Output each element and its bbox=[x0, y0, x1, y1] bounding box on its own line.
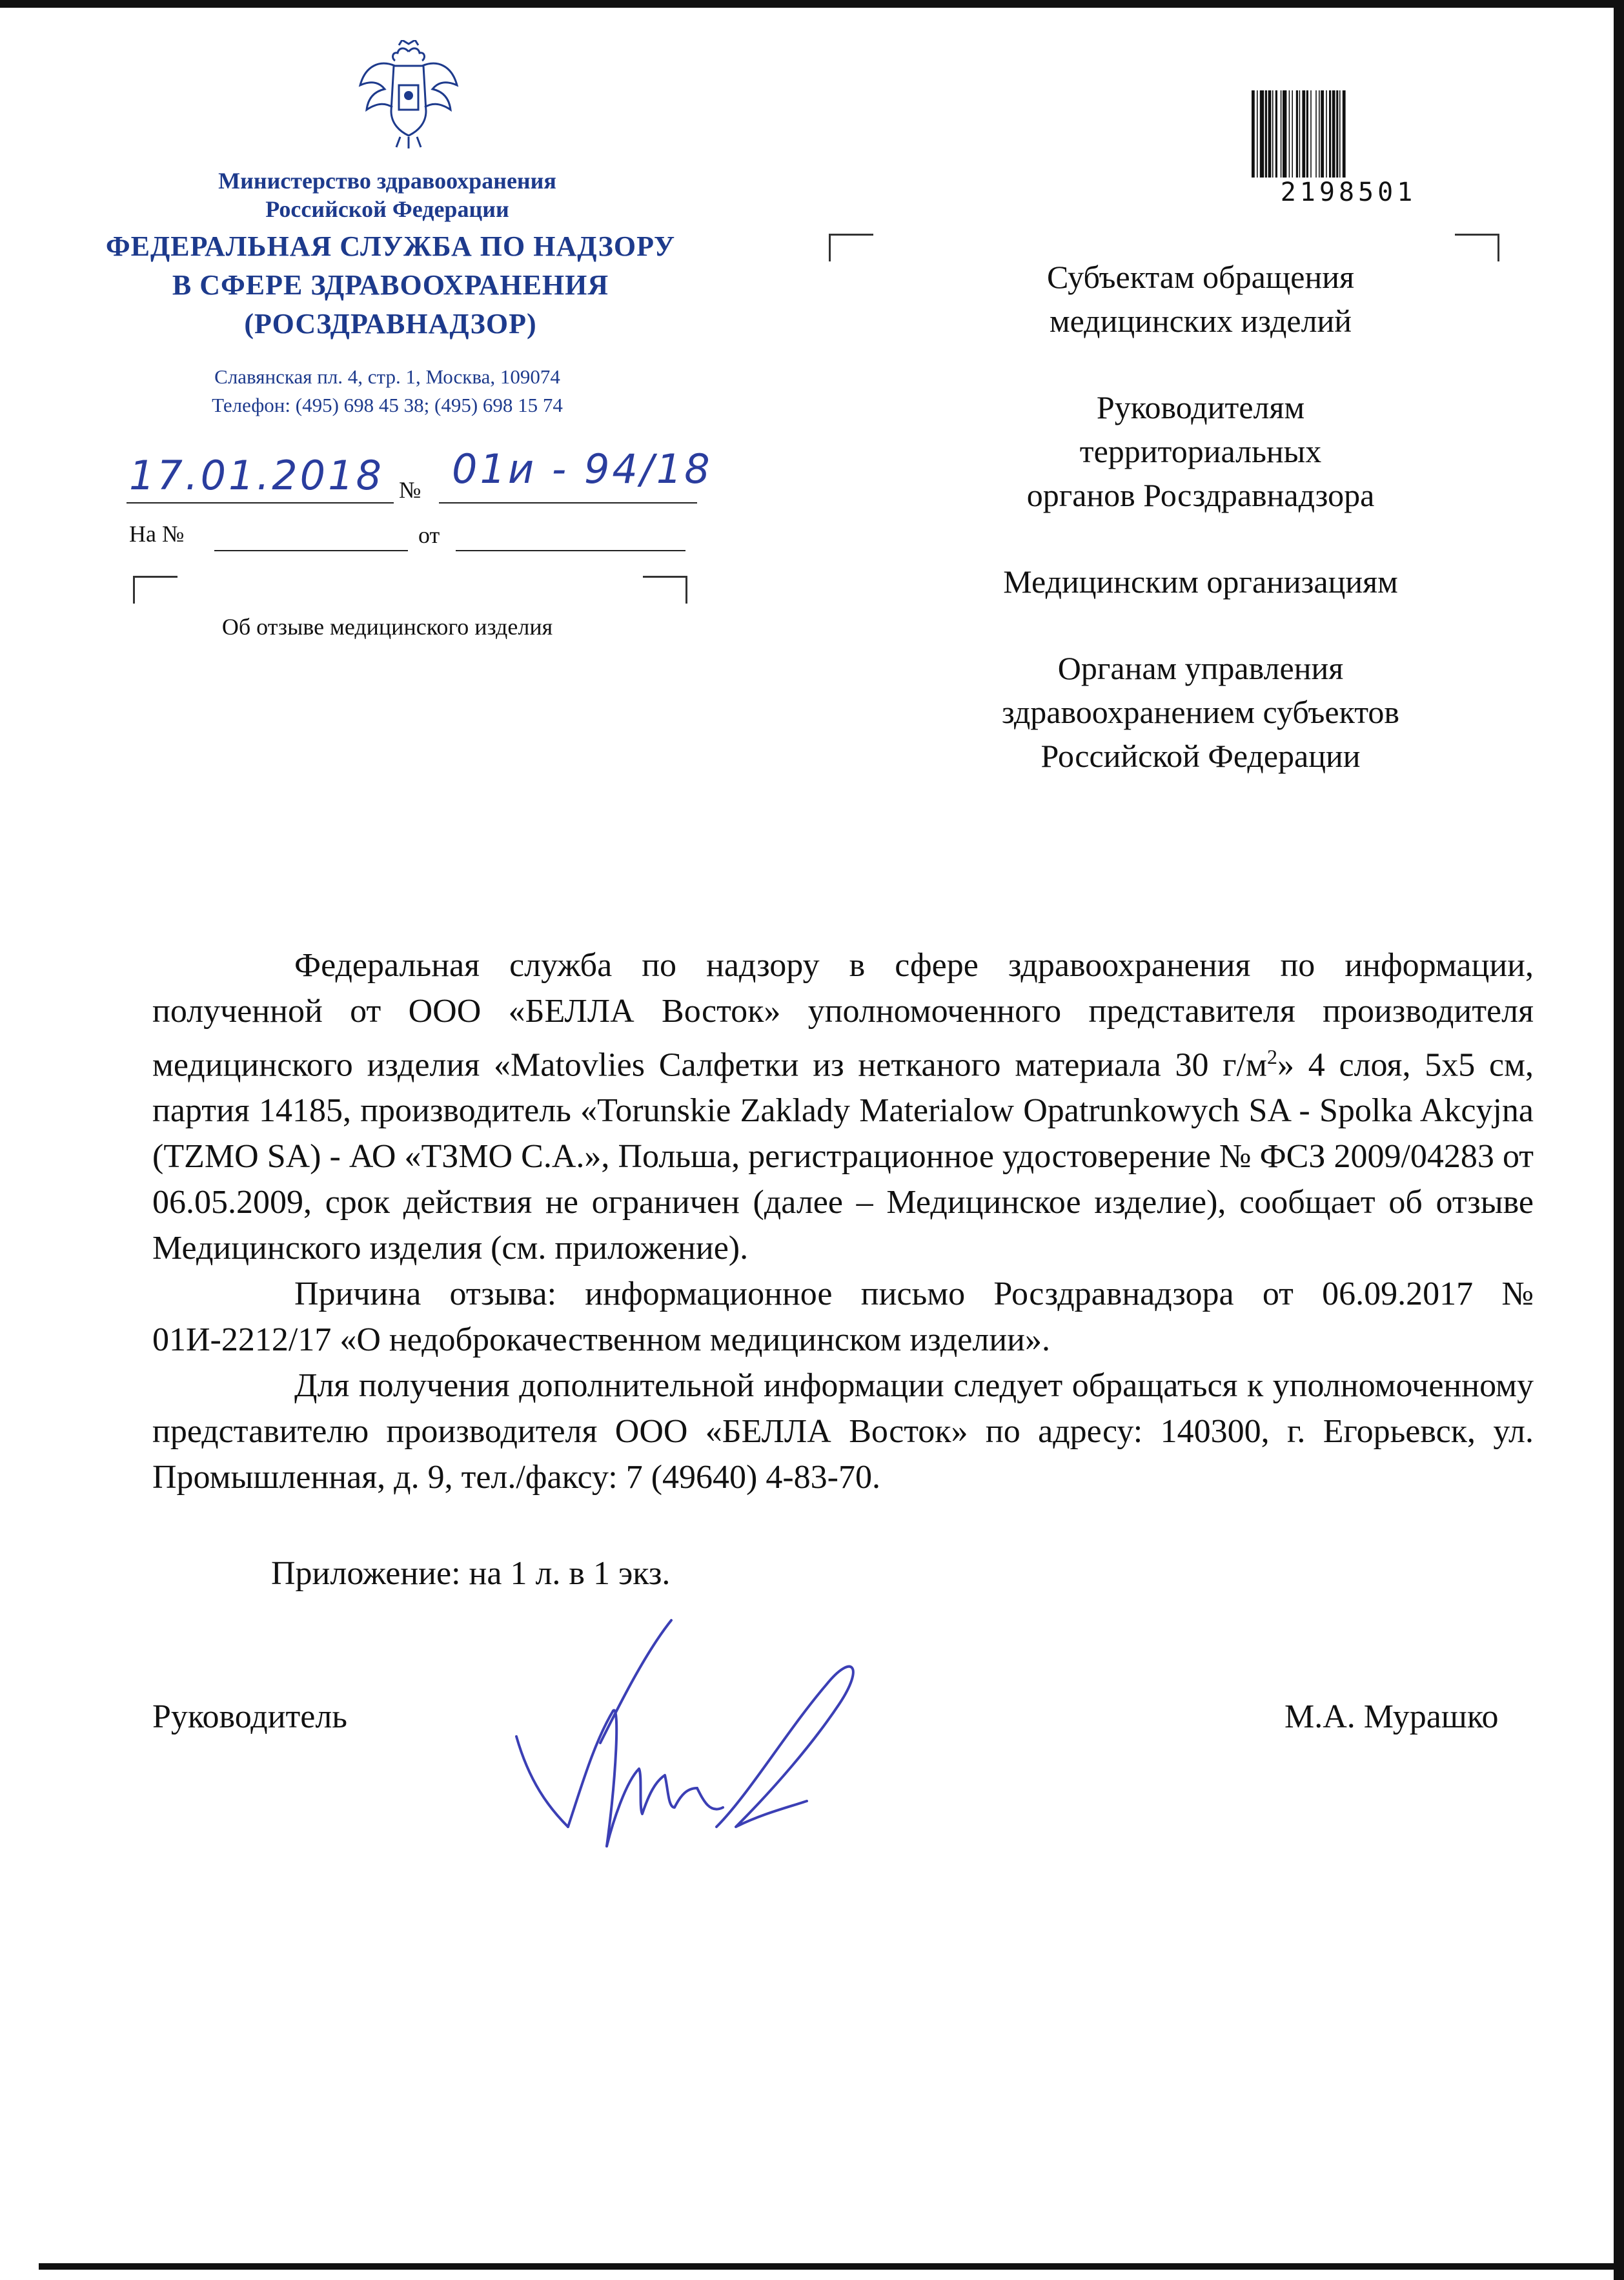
letter-date: 17.01.2018 bbox=[129, 452, 384, 499]
letter-body bbox=[152, 942, 1534, 1500]
recipient-group: Субъектам обращения медицинских изделий bbox=[1047, 259, 1354, 339]
barcode-number: 2198501 bbox=[1280, 178, 1417, 207]
service-line-2: В СФЕРЕ ЗДРАВООХРАНЕНИЯ bbox=[172, 269, 609, 301]
barcode-bar bbox=[1281, 90, 1282, 178]
subject-bracket-right bbox=[643, 576, 687, 604]
barcode-bar bbox=[1260, 90, 1264, 178]
service-name bbox=[97, 227, 684, 343]
recipients-block bbox=[878, 255, 1523, 820]
from-underline bbox=[456, 550, 685, 551]
barcode-bar bbox=[1292, 90, 1293, 178]
body-paragraph-1 bbox=[152, 942, 1534, 1271]
barcode-bar bbox=[1310, 90, 1312, 178]
barcode-bar bbox=[1299, 90, 1301, 178]
barcode-bar bbox=[1257, 90, 1258, 178]
barcode-bar bbox=[1332, 90, 1335, 178]
barcode-bar bbox=[1272, 90, 1274, 178]
letter-number: 01и - 94/18 bbox=[452, 445, 713, 493]
barcode-bar bbox=[1283, 90, 1286, 178]
barcode-bar bbox=[1296, 90, 1298, 178]
address-line: Славянская пл. 4, стр. 1, Москва, 109074 bbox=[214, 365, 560, 388]
signer-name: М.А. Мурашко bbox=[1284, 1698, 1499, 1735]
barcode bbox=[1249, 90, 1448, 178]
service-line-3: (РОСЗДРАВНАДЗОР) bbox=[244, 308, 537, 340]
body-paragraph-2: Причина отзыва: информационное письмо Росздравнадзора от 06.09.2017 № 01И-2212/17 «О недоброкачественном медицинском изделии». bbox=[152, 1276, 1534, 1359]
barcode-bar bbox=[1302, 90, 1305, 178]
body-paragraph-3: Для получения дополнительной информации следует обращаться к уполномоченному представителю производителя ООО «БЕЛЛА Восток» по адресу: 140300, г. Егорьевск, ул. Промышленная, д. 9, тел./факсу: 7 (49640) 4-83-70. bbox=[152, 1367, 1534, 1496]
barcode-bar bbox=[1326, 90, 1327, 178]
barcode-bar bbox=[1343, 90, 1346, 178]
service-line-1: ФЕДЕРАЛЬНАЯ СЛУЖБА ПО НАДЗОРУ bbox=[105, 230, 676, 262]
letter-subject: Об отзыве медицинского изделия bbox=[221, 614, 553, 640]
barcode-bar bbox=[1321, 90, 1324, 178]
barcode-bar bbox=[1329, 90, 1331, 178]
number-sign: № bbox=[399, 477, 421, 503]
barcode-bar bbox=[1319, 90, 1320, 178]
barcode-bar bbox=[1339, 90, 1341, 178]
ministry-line-2: Российской Федерации bbox=[265, 196, 509, 222]
signer-title: Руководитель bbox=[152, 1698, 347, 1735]
barcode-bar bbox=[1265, 90, 1267, 178]
coat-of-arms-icon bbox=[354, 40, 463, 150]
date-underline bbox=[127, 502, 394, 504]
appendix-note: Приложение: на 1 л. в 1 экз. bbox=[271, 1555, 671, 1592]
reply-to-underline bbox=[214, 550, 408, 551]
barcode-bar bbox=[1306, 90, 1308, 178]
subject-bracket-left bbox=[133, 576, 178, 604]
recipient-group: Органам управления здравоохранением субъектов Российской Федерации bbox=[1001, 650, 1400, 774]
from-label: от bbox=[418, 522, 440, 548]
number-underline bbox=[439, 502, 697, 504]
barcode-bar bbox=[1268, 90, 1272, 178]
scan-border-bottom bbox=[39, 2263, 1624, 2270]
phone-line: Телефон: (495) 698 45 38; (495) 698 15 74 bbox=[212, 394, 563, 416]
recipient-group: Руководителям территориальных органов Росздравнадзора bbox=[1026, 389, 1375, 513]
scan-border-right bbox=[1614, 0, 1624, 2280]
scan-border-top bbox=[0, 0, 1624, 8]
recipient-group: Медицинским организациям bbox=[1003, 564, 1398, 600]
contact-block bbox=[97, 363, 678, 420]
paragraph-1-text-a: Федеральная служба по надзору в сфере здравоохранения по информации, полученной от ООО «БЕЛЛА Восток» уполномоченного представителя производителя медицинского изделия «Matovlies Салфетки из нетканого материала 30 г/м bbox=[152, 947, 1534, 1084]
barcode-bar bbox=[1336, 90, 1338, 178]
paragraph-1-text-b: » 4 слоя, 5х5 см, партия 14185, производитель «Torunskie Zaklady Materialow Opatrunkowych SA - Spolka Akcyjna (TZMO SA) - АО «ТЗМО С.А.», Польша, регистрационное удостоверение № ФСЗ 2009/04283 от 06.05.2009, срок действия не ограничен (далее – Медицинское изделие), сообщает об отзыве Медицинского изделия (см. приложение). bbox=[152, 1046, 1534, 1267]
barcode-bar bbox=[1289, 90, 1290, 178]
ministry-line-1: Министерство здравоохранения bbox=[218, 168, 556, 194]
barcode-bar bbox=[1315, 90, 1317, 178]
barcode-bar bbox=[1275, 90, 1277, 178]
recipient-bracket-left bbox=[829, 234, 873, 261]
barcode-bar bbox=[1252, 90, 1255, 178]
superscript-2: 2 bbox=[1266, 1045, 1277, 1068]
reply-to-label: На № bbox=[129, 521, 185, 547]
handwritten-signature bbox=[503, 1614, 878, 1885]
ministry-name bbox=[97, 167, 678, 223]
